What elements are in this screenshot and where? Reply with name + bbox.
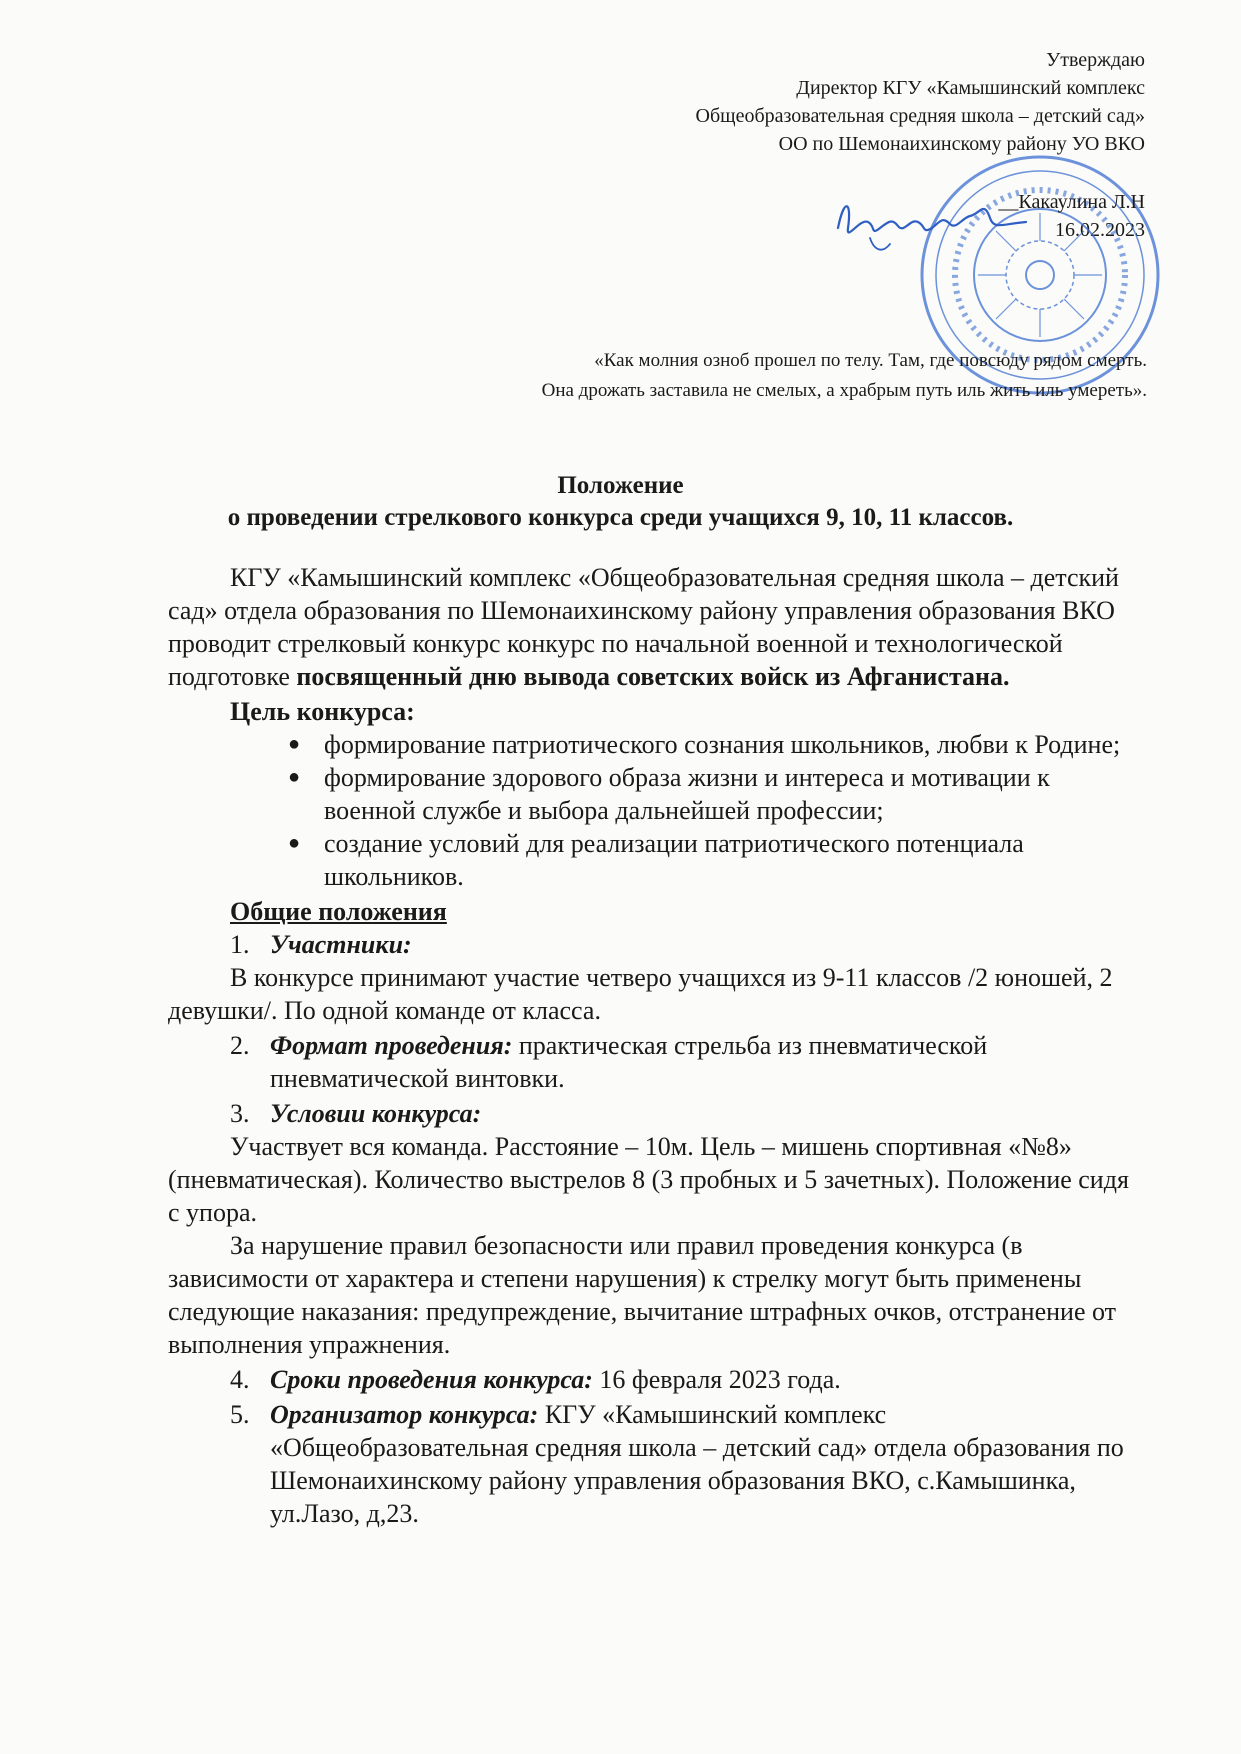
general-heading	[168, 895, 1138, 928]
section-number: 4.	[230, 1365, 250, 1394]
section-label: Организатор конкурса:	[270, 1400, 539, 1429]
approval-heading: Утверждаю	[1046, 49, 1145, 71]
conditions-text-2: За нарушение правил безопасности или правил проведения конкурса (в зависимости от характера и степени нарушения) к стрелку могут быть применены следующие наказания: предупреждение, вычитание штрафных очков, отстранение от выполнения упражнения.	[168, 1231, 1117, 1359]
section-text: практическая стрельба из пневматической пневматической винтовки.	[270, 1031, 988, 1093]
goal-item-text: формирование здорового образа жизни и интереса и мотивации к военной службе и выбора дальнейшей профессии;	[324, 763, 1050, 825]
section-label: Участники:	[270, 930, 412, 959]
list-item	[288, 761, 1138, 827]
intro-paragraph	[168, 561, 1138, 693]
section-organizer	[168, 1398, 1138, 1530]
document-body	[168, 561, 1138, 1530]
section-label: Формат проведения:	[270, 1031, 513, 1060]
document-title	[0, 470, 1241, 534]
goal-item-text: формирование патриотического сознания школьников, любви к Родине;	[324, 730, 1121, 759]
section-number: 1.	[230, 930, 250, 959]
approval-position: Директор КГУ «Камышинский комплекс	[796, 77, 1145, 99]
participants-text: В конкурсе принимают участие четверо учащихся из 9-11 классов /2 юношей, 2 девушки/. По одной команде от класса.	[168, 963, 1113, 1025]
epigraph-line-2: Она дрожать заставила не смелых, а храбрым путь иль жить иль умереть».	[541, 380, 1147, 401]
section-number: 5.	[230, 1400, 250, 1429]
title-line-1: Положение	[557, 472, 684, 499]
section-label: Условии конкурса:	[270, 1099, 482, 1128]
epigraph	[542, 346, 1147, 406]
approval-signer: __Какаулина Л.Н	[998, 191, 1145, 213]
title-line-2: о проведении стрелкового конкурса среди учащихся 9, 10, 11 классов.	[227, 504, 1014, 531]
section-dates	[168, 1363, 1138, 1396]
goal-item-text: создание условий для реализации патриотического потенциала школьников.	[324, 829, 1024, 891]
goal-heading: Цель конкурса:	[230, 697, 415, 726]
signature-handwritten	[830, 188, 1030, 258]
bullet-icon: ●	[288, 766, 301, 788]
intro-bold: посвященный дню вывода советских войск из Афганистана.	[296, 662, 1010, 691]
section-conditions	[168, 1097, 1138, 1130]
bullet-icon: ●	[288, 832, 301, 854]
epigraph-line-1: «Как молния озноб прошел по телу. Там, где повсюду рядом смерть.	[594, 350, 1147, 371]
bullet-icon: ●	[288, 733, 301, 755]
section-number: 2.	[230, 1031, 250, 1060]
approval-organization: Общеобразовательная средняя школа – детский сад»	[695, 105, 1145, 127]
section-text: КГУ «Камышинский комплекс «Общеобразовательная средняя школа – детский сад» отдела образования по Шемонаихинскому району управления образования ВКО, с.Камышинка, ул.Лазо, д,23.	[270, 1400, 1124, 1528]
list-item	[288, 827, 1138, 893]
list-item	[288, 728, 1138, 761]
approval-department: ОО по Шемонаихинскому району УО ВКО	[778, 133, 1145, 155]
approval-date: 16.02.2023	[1055, 219, 1145, 241]
intro-text: КГУ «Камышинский комплекс «Общеобразовательная средняя школа – детский сад» отдела образования по Шемонаихинскому району управления образования ВКО проводит стрелковый конкурс конкурс по начальной военной и технологической подготовке	[168, 563, 1119, 691]
general-heading-text: Общие положения	[230, 897, 447, 926]
section-format	[168, 1029, 1138, 1095]
goal-list	[168, 728, 1138, 893]
section-text: 16 февраля 2023 года.	[592, 1365, 841, 1394]
section-number: 3.	[230, 1099, 250, 1128]
section-participants	[168, 928, 1138, 961]
section-label: Сроки проведения конкурса:	[270, 1365, 593, 1394]
conditions-text-1: Участвует вся команда. Расстояние – 10м. Цель – мишень спортивная «№8» (пневматическая). Количество выстрелов 8 (3 пробных и 5 зачетных). Положение сидя с упора.	[168, 1132, 1129, 1227]
